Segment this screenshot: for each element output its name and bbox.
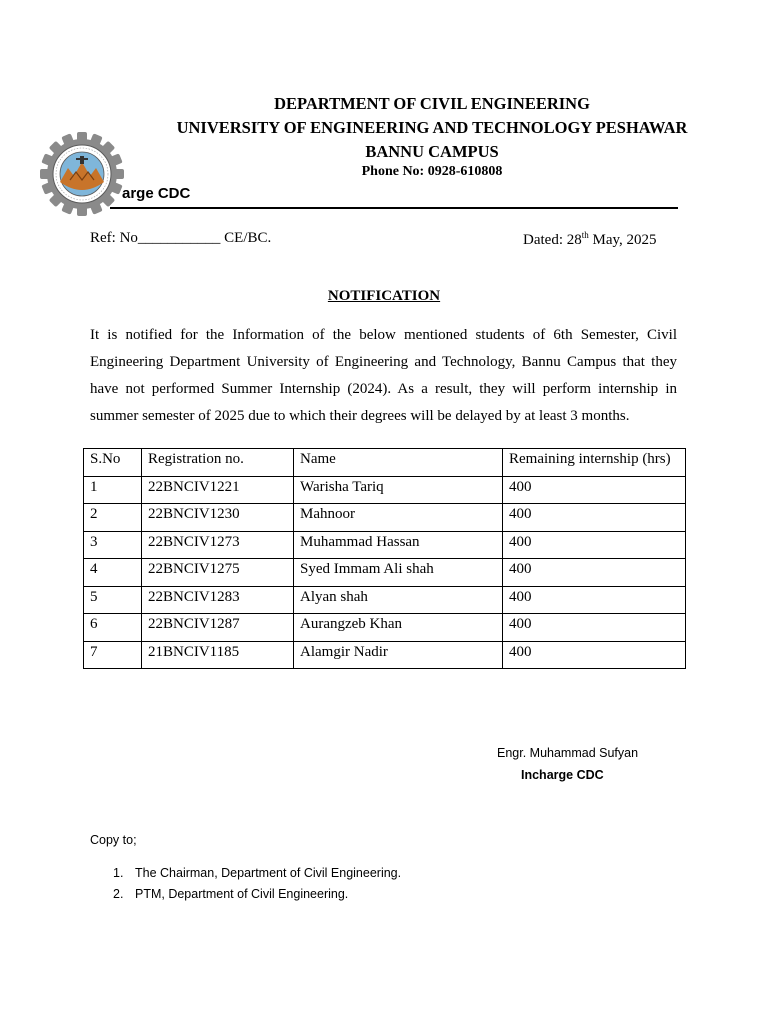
table-row — [84, 531, 686, 559]
cell-hours: 400 — [503, 559, 686, 587]
header-name: Name — [294, 449, 503, 477]
cell-name: Alyan shah — [294, 586, 503, 614]
cell-sno: 5 — [84, 586, 142, 614]
copy-to-item-text: The Chairman, Department of Civil Engineering. — [135, 866, 402, 880]
table-row — [84, 559, 686, 587]
cell-sno: 3 — [84, 531, 142, 559]
cell-name: Aurangzeb Khan — [294, 614, 503, 642]
table-header-row — [84, 449, 686, 477]
copy-to-item-number: 2. — [113, 887, 124, 901]
cell-registration: 22BNCIV1283 — [142, 586, 294, 614]
copy-to-item-text: PTM, Department of Civil Engineering. — [135, 887, 349, 901]
cell-sno: 7 — [84, 641, 142, 669]
copy-to-item — [0, 866, 768, 886]
date-superscript: th — [581, 230, 589, 240]
copy-to-item — [0, 887, 768, 907]
university-seal-icon — [40, 132, 124, 216]
copy-to-item-number: 1. — [113, 866, 124, 880]
table-row — [84, 586, 686, 614]
cell-hours: 400 — [503, 476, 686, 504]
header-divider — [110, 207, 678, 209]
cell-hours: 400 — [503, 586, 686, 614]
header-registration: Registration no. — [142, 449, 294, 477]
cell-sno: 2 — [84, 504, 142, 532]
notification-title: NOTIFICATION — [327, 288, 441, 304]
students-table — [83, 448, 686, 669]
table-row — [84, 641, 686, 669]
cell-registration: 22BNCIV1287 — [142, 614, 294, 642]
cell-registration: 22BNCIV1273 — [142, 531, 294, 559]
table-row — [84, 614, 686, 642]
copy-to-label: Copy to; — [90, 833, 137, 847]
table-row — [84, 476, 686, 504]
cell-name: Mahnoor — [294, 504, 503, 532]
university-title: UNIVERSITY OF ENGINEERING AND TECHNOLOGY PESHAWAR — [176, 118, 688, 137]
header-remaining-hours: Remaining internship (hrs) — [503, 449, 686, 477]
cell-hours: 400 — [503, 641, 686, 669]
cell-hours: 400 — [503, 504, 686, 532]
cell-sno: 4 — [84, 559, 142, 587]
phone-number: Phone No: 0928-610808 — [361, 164, 503, 179]
cell-name: Muhammad Hassan — [294, 531, 503, 559]
signatory-designation: Incharge CDC — [521, 768, 604, 782]
date-prefix: Dated: 28 — [523, 232, 582, 248]
reference-number: Ref: No___________ CE/BC. — [90, 230, 272, 246]
cell-registration: 22BNCIV1275 — [142, 559, 294, 587]
cell-sno: 1 — [84, 476, 142, 504]
cell-hours: 400 — [503, 614, 686, 642]
cell-sno: 6 — [84, 614, 142, 642]
signatory-name: Engr. Muhammad Sufyan — [497, 746, 639, 760]
cell-registration: 22BNCIV1221 — [142, 476, 294, 504]
cell-name: Syed Immam Ali shah — [294, 559, 503, 587]
header-stray-text: arge CDC — [122, 185, 191, 202]
campus-title: BANNU CAMPUS — [365, 142, 499, 161]
date — [523, 230, 657, 249]
notification-body: It is notified for the Information of the below mentioned students of 6th Semester, Civil Engineering Department University of Engineering and Technology, Bannu Campus that they have not performed Summer Internship (2024). As a result, they will perform internship in summer semester of 2025 due to which their degrees will be delayed by at least 3 months. — [90, 327, 677, 424]
cell-registration: 21BNCIV1185 — [142, 641, 294, 669]
table-row — [84, 504, 686, 532]
cell-name: Alamgir Nadir — [294, 641, 503, 669]
cell-hours: 400 — [503, 531, 686, 559]
cell-registration: 22BNCIV1230 — [142, 504, 294, 532]
cell-name: Warisha Tariq — [294, 476, 503, 504]
date-suffix: May, 2025 — [588, 232, 657, 248]
header-sno: S.No — [84, 449, 142, 477]
department-title: DEPARTMENT OF CIVIL ENGINEERING — [274, 94, 590, 113]
